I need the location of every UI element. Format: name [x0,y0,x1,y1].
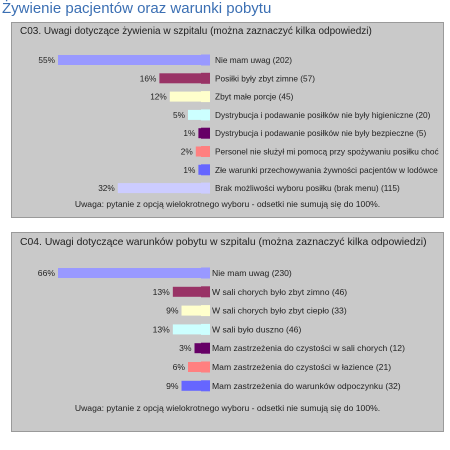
bar [188,362,201,372]
chart-title: C03. Uwagi dotyczące żywienia w szpitalu (można zaznaczyć kilka odpowiedzi) [20,26,372,37]
data-label: 55% [38,55,55,65]
bar [182,381,202,391]
data-label: 9% [166,380,179,391]
legend-label: Dystrybucja i podawanie posiłków nie były higieniczne (20) [215,109,431,120]
legend-swatch [201,73,210,84]
data-label: 13% [152,324,170,335]
bar [195,343,202,353]
legend-swatch [201,362,210,373]
chart-panel-c04 [11,232,444,432]
page-title: Żywienie pacjentów oraz warunki pobytu [2,0,272,17]
legend-label: W sali było duszno (46) [212,324,302,335]
legend-swatch [201,268,210,279]
data-label: 6% [172,362,185,372]
bar [188,110,201,120]
bar [182,306,202,316]
legend-label: Personel nie służył mi pomocą przy spożywaniu posiłku choć [215,146,439,157]
data-label: 16% [139,73,157,84]
chart-panel-c03 [11,22,444,218]
legend-swatch [201,286,210,297]
bar [173,324,201,334]
bar [170,92,201,102]
data-label: 9% [166,305,179,316]
legend-label: Dystrybucja i podawanie posiłków nie były bezpieczne (5) [215,128,427,139]
chart-title: C04. Uwagi dotyczące warunków pobytu w szpitalu (można zaznaczyć kilka odpowiedzi) [20,237,427,248]
data-label: 32% [98,183,115,194]
legend-swatch [201,183,210,194]
bar [198,128,201,138]
legend-label: Zbyt małe porcje (45) [215,91,294,102]
legend-label: Posiłki były zbyt zimne (57) [215,73,316,84]
legend-label: Mam zastrzeżenia do czystości w sali chorych (12) [212,343,405,354]
legend-label: Mam zastrzeżenia do warunków odpoczynku (32) [212,380,401,391]
bar [58,55,201,65]
legend-swatch [201,380,210,391]
legend-swatch [201,305,210,316]
data-label: 66% [37,268,55,278]
legend-swatch [201,128,210,139]
bar [159,73,201,83]
bar-chart-c04 [12,233,443,431]
bar [196,147,201,157]
data-label: 3% [179,343,192,354]
data-label: 13% [152,286,170,297]
legend-label: Brak możliwości wyboru posiłku (brak menu) (115) [215,183,400,194]
bar [58,268,201,278]
legend-swatch [201,109,210,120]
legend-label: Nie mam uwag (230) [212,268,292,278]
legend-swatch [201,164,210,175]
legend-label: Złe warunki przechowywania żywności pacjentów w lodówce [215,164,438,175]
data-label: 1% [183,128,196,139]
bar [118,183,201,193]
data-label: 1% [183,164,196,175]
legend-swatch [201,343,210,354]
data-label: 2% [180,146,193,157]
legend-swatch [201,324,210,335]
legend-swatch [201,55,210,66]
legend-label: W sali chorych było zbyt zimno (46) [212,286,348,297]
legend-swatch [201,91,210,102]
legend-label: Nie mam uwag (202) [215,55,293,65]
legend-label: W sali chorych było zbyt ciepło (33) [212,305,347,316]
data-label: 5% [173,109,185,120]
legend-label: Mam zastrzeżenia do czystości w łazience (21) [212,362,392,372]
bar [173,287,201,297]
chart-note: Uwaga: pytanie z opcją wielokrotnego wyboru - odsetki nie sumują się do 100%. [74,199,381,209]
legend-swatch [201,146,210,157]
bar [198,165,201,175]
data-label: 12% [150,91,167,102]
bar-chart-c03 [12,23,443,217]
chart-note: Uwaga: pytanie z opcją wielokrotnego wyboru - odsetki nie sumują się do 100%. [74,403,381,413]
